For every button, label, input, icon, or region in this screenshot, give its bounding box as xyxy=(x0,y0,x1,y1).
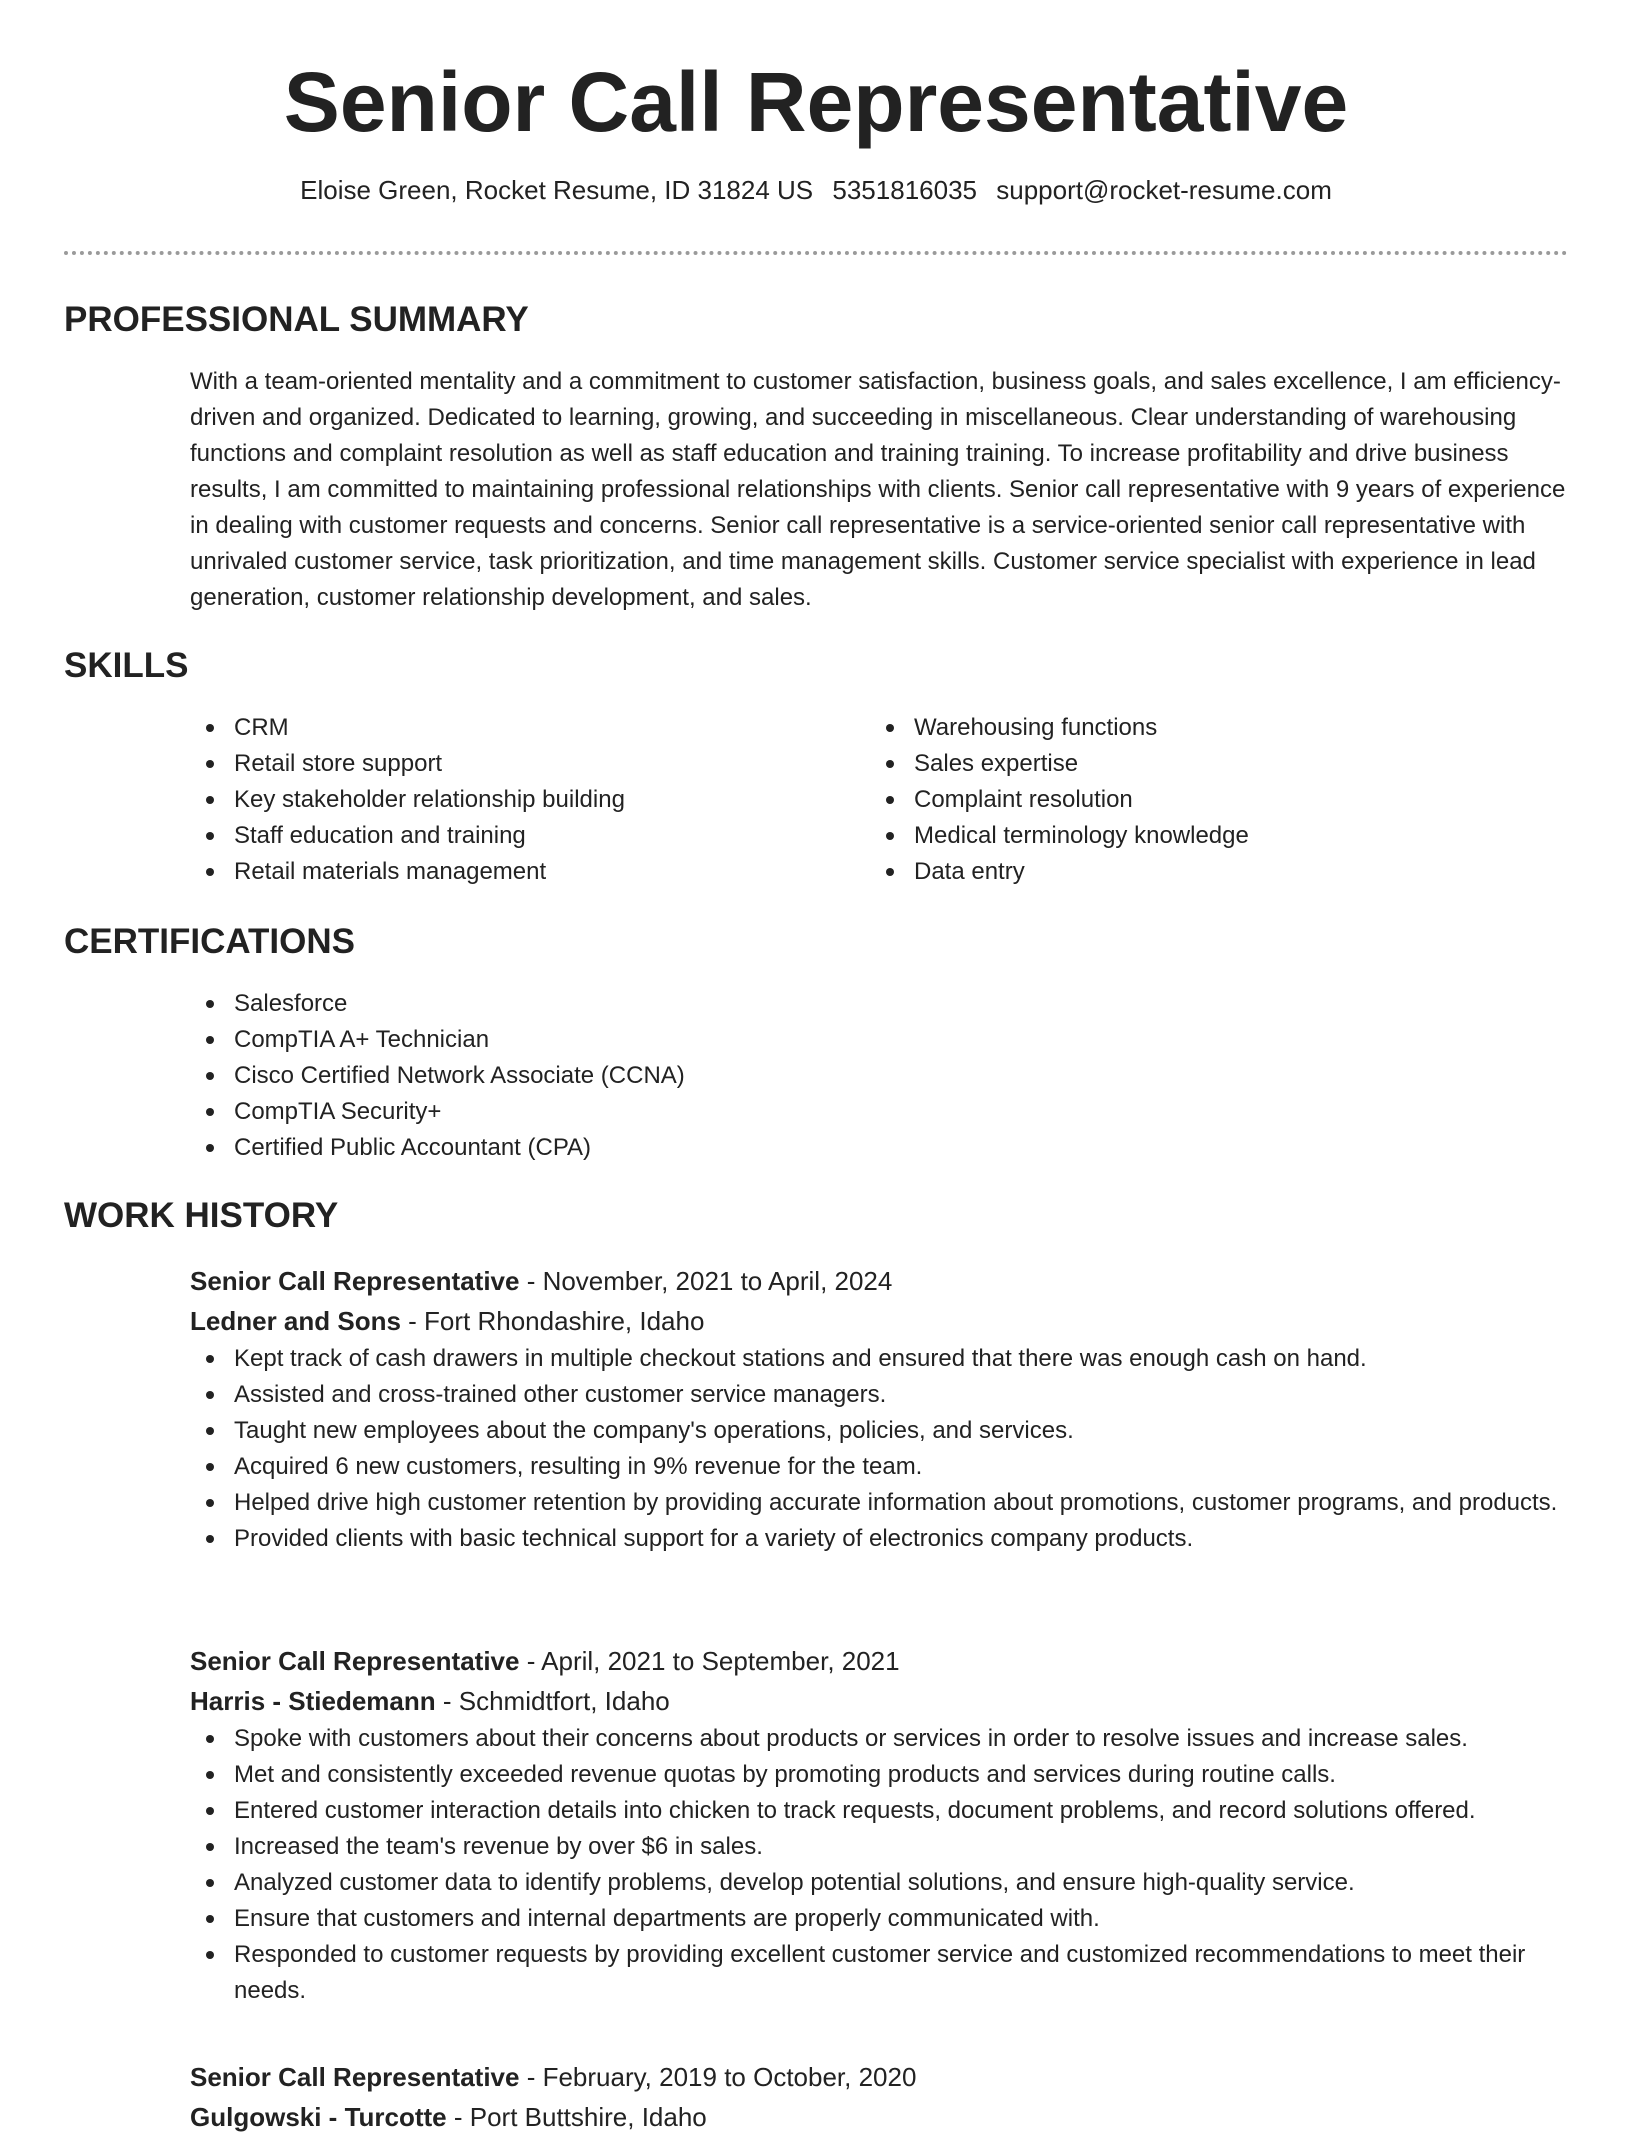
job-bullet: Responded to customer requests by providing excellent customer service and customized recommendations to meet their needs. xyxy=(190,1937,1568,2009)
skill-item: Staff education and training xyxy=(190,818,870,854)
job-title-line xyxy=(190,1261,1568,1301)
certification-item: Certified Public Accountant (CPA) xyxy=(190,1130,1568,1166)
certifications-list-wrap xyxy=(190,986,1568,1166)
certification-item: Salesforce xyxy=(190,986,1568,1022)
job-title: Senior Call Representative xyxy=(190,1266,520,1296)
job-title-line xyxy=(190,2057,1568,2097)
summary-section xyxy=(64,298,1568,616)
job-dates: - November, 2021 to April, 2024 xyxy=(519,1266,893,1296)
job-bullet: Acquired 6 new customers, resulting in 9% revenue for the team. xyxy=(190,1449,1568,1485)
job-company: Gulgowski - Turcotte xyxy=(190,2102,447,2132)
job-title-line xyxy=(190,1641,1568,1681)
job-bullet: Analyzed customer data to identify problems, develop potential solutions, and ensure high-quality service. xyxy=(190,1865,1568,1901)
skill-item: Complaint resolution xyxy=(870,782,1550,818)
job-company: Harris - Stiedemann xyxy=(190,1686,436,1716)
skills-section xyxy=(64,644,1568,890)
page-title: Senior Call Representative xyxy=(283,55,1349,149)
job-company-line xyxy=(190,1301,1568,1341)
skill-item: Retail materials management xyxy=(190,854,870,890)
job-bullet: Increased the team's revenue by over $6 in sales. xyxy=(190,1829,1568,1865)
summary-heading: PROFESSIONAL SUMMARY xyxy=(64,300,529,339)
skill-item: Medical terminology knowledge xyxy=(870,818,1550,854)
skill-item: Key stakeholder relationship building xyxy=(190,782,870,818)
contact-email: support@rocket-resume.com xyxy=(996,175,1332,205)
job-bullet: Spoke with customers about their concerns about products or services in order to resolve issues and increase sales. xyxy=(190,1721,1568,1757)
skills-grid xyxy=(190,710,1568,890)
job-location: - Schmidtfort, Idaho xyxy=(435,1686,670,1716)
job-bullet: Entered customer interaction details into chicken to track requests, document problems, and record solutions offered. xyxy=(190,1793,1568,1829)
certifications-heading: CERTIFICATIONS xyxy=(64,922,356,961)
job-title: Senior Call Representative xyxy=(190,1646,520,1676)
resume-header xyxy=(0,52,1632,206)
job-bullet: Kept track of cash drawers in multiple checkout stations and ensured that there was enough cash on hand. xyxy=(190,1341,1568,1377)
job-title: Senior Call Representative xyxy=(190,2062,520,2092)
job-entry xyxy=(64,2057,1568,2137)
contact-phone: 5351816035 xyxy=(832,175,977,205)
skills-left-list xyxy=(190,710,870,890)
job-company-line xyxy=(190,2097,1568,2137)
contact-address: Eloise Green, Rocket Resume, ID 31824 US xyxy=(300,175,814,205)
job-entry-body xyxy=(190,1261,1568,1557)
skill-item: Sales expertise xyxy=(870,746,1550,782)
skill-item: Warehousing functions xyxy=(870,710,1550,746)
job-dates: - February, 2019 to October, 2020 xyxy=(519,2062,917,2092)
job-entry xyxy=(64,1641,1568,2009)
certification-item: CompTIA A+ Technician xyxy=(190,1022,1568,1058)
skills-right-list xyxy=(870,710,1550,890)
job-entry-body xyxy=(190,1641,1568,2009)
certifications-list xyxy=(190,986,1568,1166)
job-entry xyxy=(64,1261,1568,1557)
certification-item: CompTIA Security+ xyxy=(190,1094,1568,1130)
job-location: - Port Buttshire, Idaho xyxy=(446,2102,707,2132)
job-bullet: Helped drive high customer retention by providing accurate information about promotions, customer programs, and products. xyxy=(190,1485,1568,1521)
skills-heading: SKILLS xyxy=(64,646,189,685)
skill-item: Data entry xyxy=(870,854,1550,890)
work-history-section xyxy=(64,1194,1568,1238)
job-entry-body xyxy=(190,2057,1568,2137)
header-divider xyxy=(64,251,1568,255)
job-bullets xyxy=(190,1341,1568,1557)
job-company: Ledner and Sons xyxy=(190,1306,401,1336)
certifications-section xyxy=(64,920,1568,1166)
job-bullet: Taught new employees about the company's operations, policies, and services. xyxy=(190,1413,1568,1449)
job-location: - Fort Rhondashire, Idaho xyxy=(400,1306,705,1336)
contact-line xyxy=(0,174,1632,206)
summary-text: With a team-oriented mentality and a commitment to customer satisfaction, business goals, and sales excellence, I am efficiency-driven and organized. Dedicated to learning, growing, and succeeding in miscellaneous. Clear understanding of warehousing functions and complaint resolution as well as staff education and training training. To increase profitability and drive business results, I am committed to maintaining professional relationships with clients. Senior call representative with 9 years of experience in dealing with customer requests and concerns. Senior call representative is a service-oriented senior call representative with unrivaled customer service, task prioritization, and time management skills. Customer service specialist with experience in lead generation, customer relationship development, and sales. xyxy=(190,368,1566,611)
job-bullet: Ensure that customers and internal departments are properly communicated with. xyxy=(190,1901,1568,1937)
work-history-heading: WORK HISTORY xyxy=(64,1196,339,1235)
skill-item: Retail store support xyxy=(190,746,870,782)
job-bullet: Provided clients with basic technical support for a variety of electronics company products. xyxy=(190,1521,1568,1557)
job-company-line xyxy=(190,1681,1568,1721)
job-dates: - April, 2021 to September, 2021 xyxy=(519,1646,900,1676)
certification-item: Cisco Certified Network Associate (CCNA) xyxy=(190,1058,1568,1094)
skill-item: CRM xyxy=(190,710,870,746)
job-bullet: Met and consistently exceeded revenue quotas by promoting products and services during routine calls. xyxy=(190,1757,1568,1793)
job-bullets xyxy=(190,1721,1568,2009)
job-bullet: Assisted and cross-trained other customer service managers. xyxy=(190,1377,1568,1413)
